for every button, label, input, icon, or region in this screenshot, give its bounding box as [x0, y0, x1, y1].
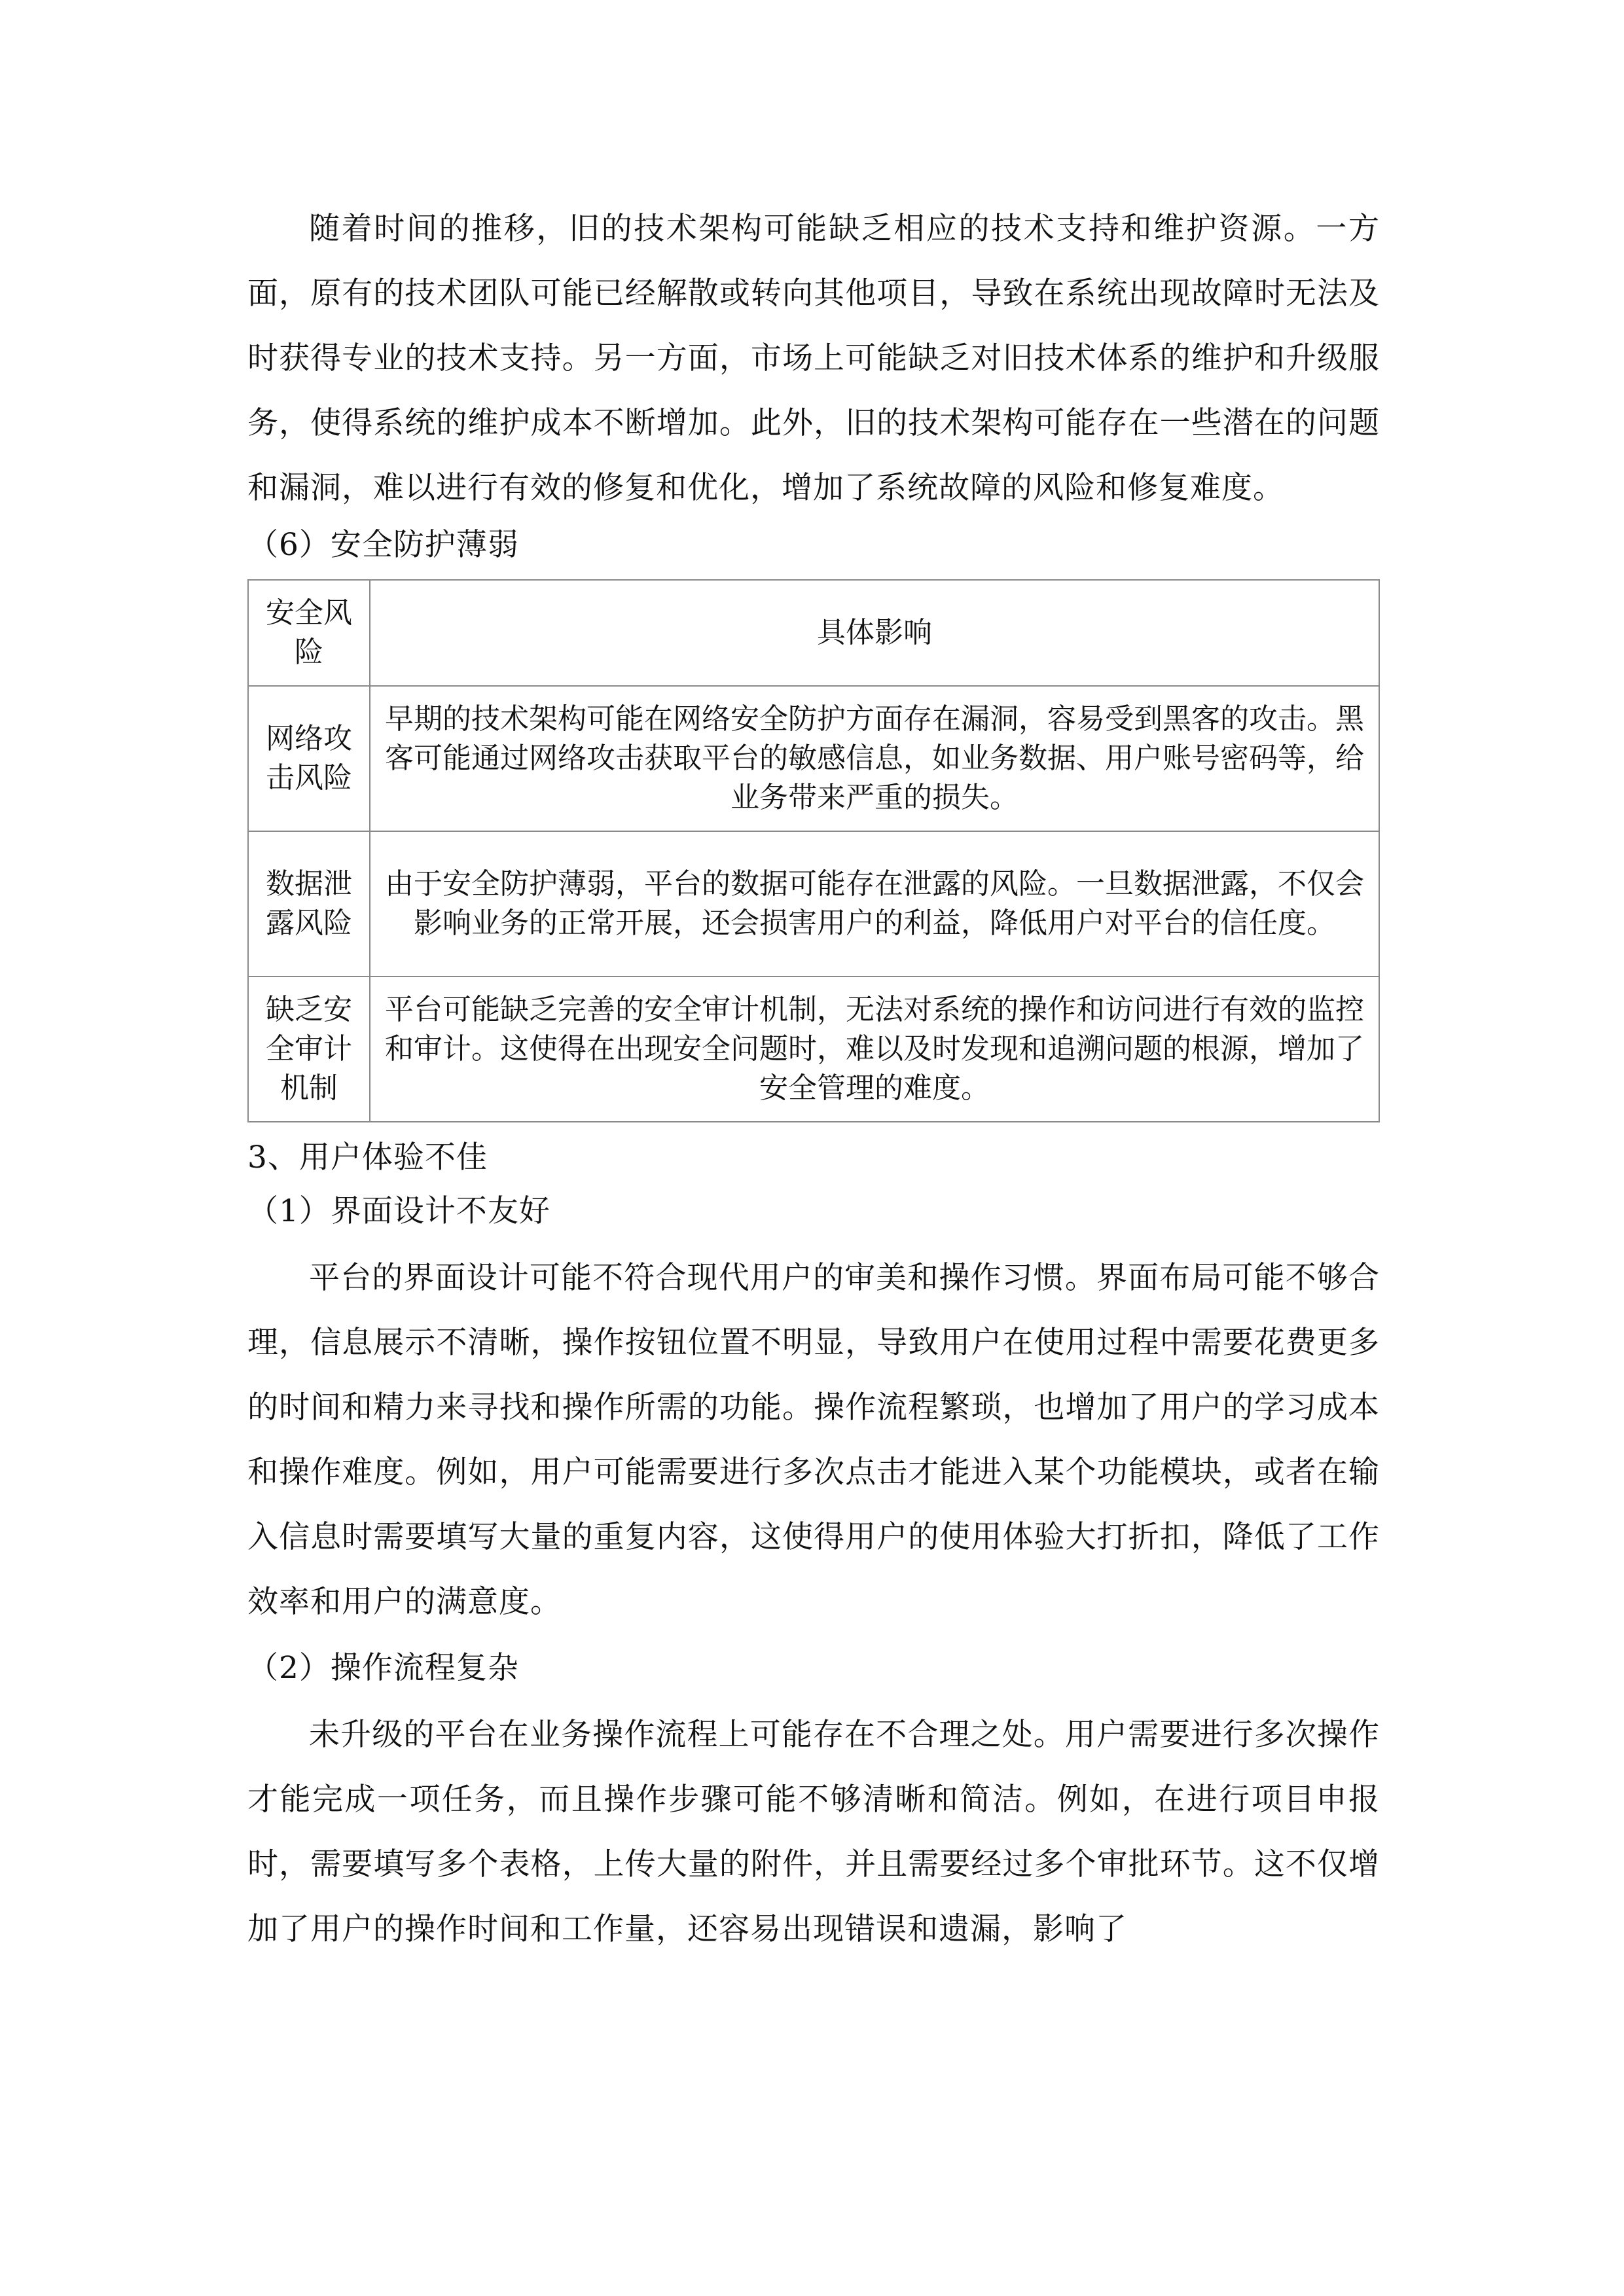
heading-user-experience: 3、用户体验不佳	[247, 1139, 488, 1175]
document-body	[247, 196, 1380, 1962]
heading-complex-flow: （2）操作流程复杂	[247, 1650, 519, 1686]
risk-cell: 缺乏安全审计机制	[248, 977, 370, 1122]
heading-ui-unfriendly: （1）界面设计不友好	[247, 1193, 550, 1229]
risk-cell: 数据泄露风险	[248, 831, 370, 977]
paragraph-tech-support: 随着时间的推移，旧的技术架构可能缺乏相应的技术支持和维护资源。一方面，原有的技术团队可能已经解散或转向其他项目，导致在系统出现故障时无法及时获得专业的技术支持。另一方面，市场上可能缺乏对旧技术体系的维护和升级服务，使得系统的维护成本不断增加。此外，旧的技术架构可能存在一些潜在的问题和漏洞，难以进行有效的修复和优化，增加了系统故障的风险和修复难度。	[247, 211, 1380, 506]
table-row	[248, 831, 1379, 977]
header-cell-impact: 具体影响	[370, 580, 1379, 686]
impact-cell: 平台可能缺乏完善的安全审计机制，无法对系统的操作和访问进行有效的监控和审计。这使得在出现安全问题时，难以及时发现和追溯问题的根源，增加了安全管理的难度。	[370, 977, 1379, 1122]
impact-cell: 由于安全防护薄弱，平台的数据可能存在泄露的风险。一旦数据泄露，不仅会影响业务的正常开展，还会损害用户的利益，降低用户对平台的信任度。	[370, 831, 1379, 977]
table-header-row	[248, 580, 1379, 686]
security-risk-table	[247, 579, 1380, 1122]
impact-cell: 早期的技术架构可能在网络安全防护方面存在漏洞，容易受到黑客的攻击。黑客可能通过网络攻击获取平台的敏感信息，如业务数据、用户账号密码等，给业务带来严重的损失。	[370, 686, 1379, 831]
table-row	[248, 977, 1379, 1122]
paragraph-ui-design: 平台的界面设计可能不符合现代用户的审美和操作习惯。界面布局可能不够合理，信息展示不清晰，操作按钮位置不明显，导致用户在使用过程中需要花费更多的时间和精力来寻找和操作所需的功能。操作流程繁琐，也增加了用户的学习成本和操作难度。例如，用户可能需要进行多次点击才能进入某个功能模块，或者在输入信息时需要填写大量的重复内容，这使得用户的使用体验大打折扣，降低了工作效率和用户的满意度。	[247, 1260, 1380, 1620]
table-row	[248, 686, 1379, 831]
heading-security-weak: （6）安全防护薄弱	[247, 527, 519, 563]
paragraph-operation-flow: 未升级的平台在业务操作流程上可能存在不合理之处。用户需要进行多次操作才能完成一项任务，而且操作步骤可能不够清晰和简洁。例如，在进行项目申报时，需要填写多个表格，上传大量的附件，并且需要经过多个审批环节。这不仅增加了用户的操作时间和工作量，还容易出现错误和遗漏，影响了	[247, 1717, 1380, 1947]
risk-cell: 网络攻击风险	[248, 686, 370, 831]
header-cell-risk: 安全风险	[248, 580, 370, 686]
